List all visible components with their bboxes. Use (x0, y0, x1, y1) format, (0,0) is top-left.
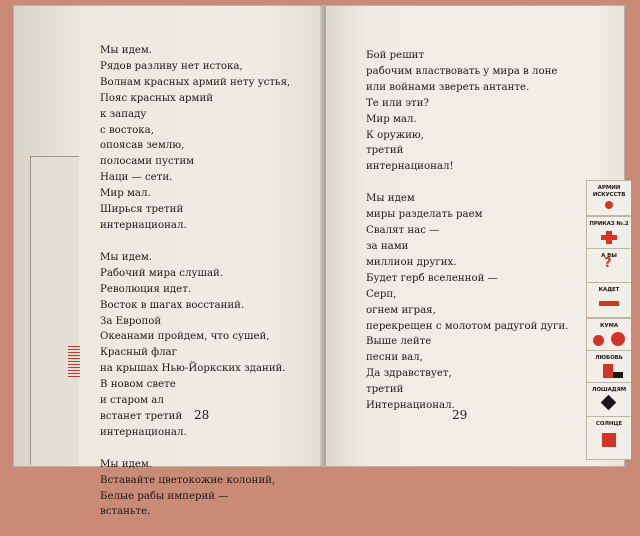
folded-page-flap (30, 156, 79, 465)
tab-label: СОЛНЦЕ (595, 421, 623, 427)
poem-line: песни вал, (366, 352, 423, 364)
poem-stanza (366, 191, 568, 414)
poem-line: интернационал! (366, 161, 454, 173)
red-black-block-icon (603, 364, 613, 378)
poem-line: огнем играя, (366, 304, 436, 316)
poem-line: миллион других. (366, 256, 457, 268)
poem-line: за нами (366, 240, 409, 252)
poem-line: Вставайте цветокожие колоний, (100, 474, 276, 486)
poem-line: третий (366, 384, 404, 396)
red-question-icon: ? (604, 256, 612, 271)
poem-line: Океанами пройдем, что сушей, (100, 331, 270, 343)
poem-line: Бой решит (366, 50, 425, 61)
poem-line: на крышах Нью-Йоркских зданий. (100, 363, 286, 375)
poem-line: интернационал. (100, 219, 187, 231)
tab-kadet[interactable] (586, 282, 631, 318)
poem-stanza (100, 43, 290, 234)
poem-line: Красный флаг (100, 347, 177, 359)
poem-line: Пояс красных армий (100, 92, 214, 104)
poem-line: Интернационал. (366, 400, 455, 412)
page-number-right: 29 (452, 408, 468, 422)
poem-line: Мы идем (366, 193, 415, 205)
poem-line: Рабочий мира слушай. (100, 267, 224, 279)
tab-label: А ВЫ (601, 253, 617, 259)
poem-line: третий (366, 145, 404, 157)
tab-label: АРМИИ ИСКУССТВ (592, 185, 626, 198)
tab-armii-iskusstv[interactable] (586, 180, 631, 216)
poem-line: Свалят нас — (366, 225, 440, 237)
poem-line: интернационал. (100, 426, 187, 438)
poem-line: Выше лейте (366, 336, 432, 348)
poem-line: Будет герб вселенной — (366, 272, 498, 284)
page-number-left: 28 (194, 408, 210, 422)
red-circle-icon (605, 201, 613, 209)
poem-line: Волнам красных армий нету устья, (100, 76, 291, 88)
poem-line: и старом ал (100, 395, 164, 407)
poem-line: встанет третий (100, 410, 183, 422)
poem-line: рабочим властвовать у мира в лоне (366, 65, 558, 77)
poem-line: Белые рабы империй — (100, 490, 229, 502)
poem-line: с востока, (100, 124, 154, 136)
tab-solntse[interactable] (586, 416, 631, 460)
poem-line: Ширься третий (100, 204, 184, 216)
tab-label: КАДЕТ (598, 287, 620, 293)
poem-line: Наци — сети. (100, 172, 173, 184)
red-bar-icon (599, 301, 619, 306)
tab-kuma[interactable] (586, 318, 631, 354)
poem-line: Мир мал. (100, 188, 151, 200)
poem-line: к западу (100, 108, 147, 120)
tab-label: ПРИКАЗ №.2 (589, 221, 629, 227)
poem-line: Мы идем. (100, 251, 153, 263)
tab-prikaz-2[interactable] (586, 216, 631, 252)
poem-stanza (100, 457, 290, 521)
poem-line: или войнами звереть антанте. (366, 81, 530, 93)
poem-line: полосами пустим (100, 156, 195, 168)
poem-stanza (366, 48, 568, 175)
poem-line: миры разделать раем (366, 209, 483, 221)
poem-line: К оружию, (366, 129, 425, 141)
red-square-icon (602, 433, 616, 447)
poem-line: В новом свете (100, 379, 176, 391)
tab-a-vy[interactable] (586, 248, 631, 284)
poem-line: перекрещен с молотом радугой дуги. (366, 320, 569, 332)
poem-line: Мир мал. (366, 113, 417, 125)
tab-loshadyam[interactable] (586, 382, 631, 418)
poem-line: Мы идем. (100, 45, 153, 56)
left-poem-text (100, 43, 290, 536)
tab-label: КУМА (599, 323, 619, 329)
poem-line: Мы идем. (100, 458, 153, 470)
thumb-index-tabs (586, 176, 630, 462)
poem-line: Да здравствует, (366, 368, 452, 380)
poem-line: Рядов разливу нет истока, (100, 60, 243, 72)
poem-line: Те или эти? (366, 97, 429, 109)
poem-line: Революция идет. (100, 283, 192, 295)
red-circles-icon (593, 335, 604, 346)
black-diamond-icon (601, 395, 617, 411)
poem-line: Восток в шагах восстаний. (100, 299, 245, 311)
poem-line: Серп, (366, 288, 397, 300)
tab-lyubov[interactable] (586, 350, 631, 386)
right-poem-text (366, 48, 568, 430)
tab-label: ЛОШАДЯМ (591, 387, 627, 393)
poem-line: встаньте. (100, 506, 151, 518)
tab-label: ЛЮБОВЬ (595, 355, 623, 361)
poem-line: За Европой (100, 315, 162, 327)
poem-line: опоясав землю, (100, 140, 185, 152)
